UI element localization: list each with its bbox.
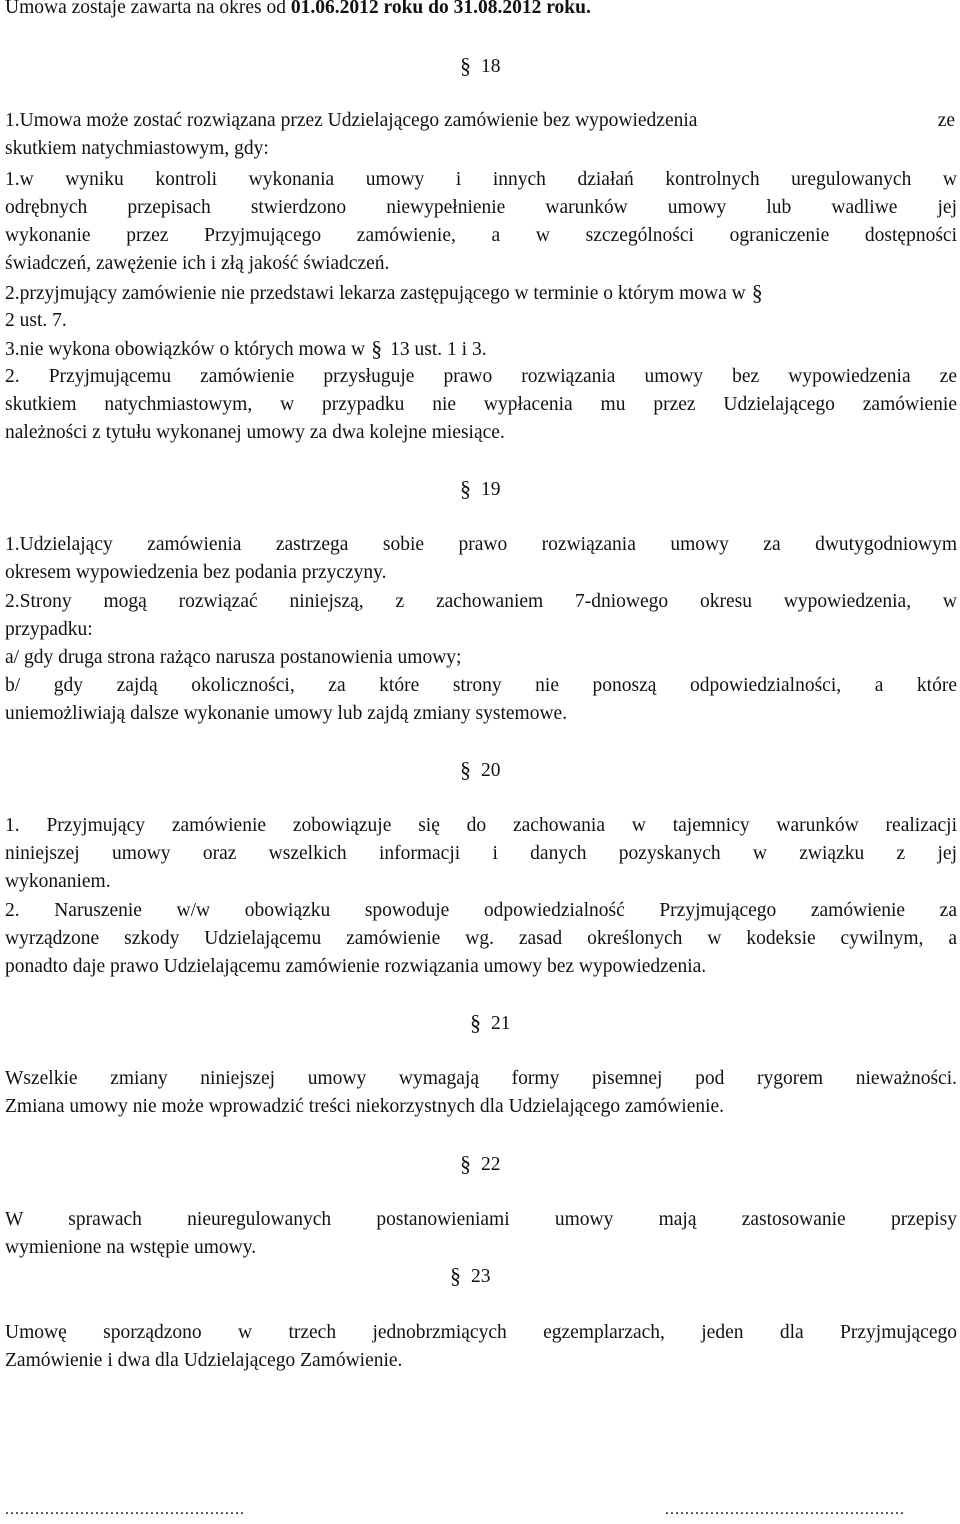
paragraph-sign: §	[470, 1010, 481, 1035]
paragraph-sign: §	[371, 336, 383, 361]
section-number: 18	[481, 56, 501, 77]
s18-line-4: odrębnych przepisach stwierdzono niewypełnienie warunków umowy lub wadliwe jej	[5, 197, 957, 218]
paragraph-sign: §	[460, 1151, 471, 1176]
s18-line-11: skutkiem natychmiastowym, w przypadku nie wypłacenia mu przez Udzielającego zamówienie	[5, 394, 957, 415]
contract-period-line	[5, 0, 957, 22]
s20-line-5: wyrządzone szkody Udzielającemu zamówienie wg. zasad określonych w kodeksie cywilnym, a	[5, 928, 957, 949]
section-21-heading	[470, 1009, 511, 1038]
s19-line-4: przypadku:	[5, 619, 93, 640]
paragraph-sign: §	[450, 1263, 461, 1288]
section-18-heading	[460, 52, 501, 81]
s22-line-1: W sprawach nieuregulowanych postanowieniami umowy mają zastosowanie przepisy	[5, 1209, 957, 1230]
s18-line-8: 2 ust. 7.	[5, 310, 67, 331]
section-23-heading	[450, 1262, 491, 1291]
s21-line-1: Wszelkie zmiany niniejszej umowy wymagają formy pisemnej pod rygorem nieważności.	[5, 1068, 957, 1089]
s19-line-5: a/ gdy druga strona rażąco narusza postanowienia umowy;	[5, 647, 462, 668]
contract-start-date: 01.06.2012	[290, 0, 379, 18]
s19-line-1: 1.Udzielający zamówienia zastrzega sobie prawo rozwiązania umowy za dwutygodniowym	[5, 534, 957, 555]
text-line: 2.przyjmujący zamówienie nie przedstawi lekarza zastępującego w terminie o którym mowa w	[5, 283, 746, 304]
paragraph-sign: §	[460, 476, 471, 501]
s18-line-3: 1.w wyniku kontroli wykonania umowy i innych działań kontrolnych uregulowanych w	[5, 169, 957, 190]
section-number: 19	[481, 479, 501, 500]
s18-line-1	[5, 107, 957, 135]
section-22-heading	[460, 1150, 501, 1179]
paragraph-sign: §	[751, 280, 763, 305]
s22-line-2: wymienione na wstępie umowy.	[5, 1237, 257, 1258]
s18-line-5: wykonanie przez Przyjmującego zamówienie, a w szczególności ograniczenie dostępności	[5, 225, 957, 246]
contract-end-date: 31.08.2012 roku.	[453, 0, 591, 18]
section-number: 22	[481, 1154, 501, 1175]
s18-line-6: świadczeń, zawężenie ich i złą jakość świadczeń.	[5, 253, 390, 274]
signature-line-left: ................................................	[5, 1501, 245, 1518]
s21-line-2: Zmiana umowy nie może wprowadzić treści niekorzystnych dla Udzielającego zamówienie.	[5, 1096, 725, 1117]
section-number: 23	[471, 1266, 491, 1287]
s23-line-2: Zamówienie i dwa dla Udzielającego Zamówienie.	[5, 1350, 403, 1371]
s19-line-6: b/ gdy zajdą okoliczności, za które strony nie ponoszą odpowiedzialności, a które	[5, 675, 957, 696]
signature-line-right: ................................................	[665, 1501, 905, 1518]
section-number: 20	[481, 760, 501, 781]
s20-line-1: 1. Przyjmujący zamówienie zobowiązuje się do zachowania w tajemnicy warunków realizacji	[5, 815, 957, 836]
text-line: 1.Umowa może zostać rozwiązana przez Udzielającego zamówienie bez wypowiedzenia	[5, 110, 698, 131]
s20-line-6: ponadto daje prawo Udzielającemu zamówienie rozwiązania umowy bez wypowiedzenia.	[5, 956, 707, 977]
s18-line-9	[5, 335, 957, 364]
s20-line-4: 2. Naruszenie w/w obowiązku spowoduje odpowiedzialność Przyjmującego zamówienie za	[5, 900, 957, 921]
contract-period-intro: Umowa zostaje zawarta na okres od	[5, 0, 291, 18]
text-line-end: ze	[937, 110, 955, 131]
s23-line-1: Umowę sporządzono w trzech jednobrzmiących egzemplarzach, jeden dla Przyjmującego	[5, 1322, 957, 1343]
s18-line-7	[5, 279, 957, 308]
s18-line-2: skutkiem natychmiastowym, gdy:	[5, 138, 269, 159]
paragraph-sign: §	[460, 757, 471, 782]
section-20-heading	[460, 756, 501, 785]
s20-line-2: niniejszej umowy oraz wszelkich informacji i danych pozyskanych w związku z jej	[5, 843, 957, 864]
s20-line-3: wykonaniem.	[5, 871, 111, 892]
section-number: 21	[491, 1013, 511, 1034]
s19-line-7: uniemożliwiają dalsze wykonanie umowy lub zajdą zmiany systemowe.	[5, 703, 568, 724]
s19-line-3: 2.Strony mogą rozwiązać niniejszą, z zachowaniem 7-dniowego okresu wypowiedzenia, w	[5, 591, 957, 612]
s18-line-12: należności z tytułu wykonanej umowy za dwa kolejne miesiące.	[5, 422, 505, 443]
s18-line-10: 2. Przyjmującemu zamówienie przysługuje prawo rozwiązania umowy bez wypowiedzenia ze	[5, 366, 957, 387]
paragraph-sign: §	[460, 53, 471, 78]
contract-period-mid: roku do	[378, 0, 454, 18]
section-19-heading	[460, 475, 501, 504]
text-line: 3.nie wykona obowiązków o których mowa w	[5, 339, 366, 360]
text-line: 13 ust. 1 i 3.	[390, 339, 487, 360]
s19-line-2: okresem wypowiedzenia bez podania przyczyny.	[5, 562, 387, 583]
